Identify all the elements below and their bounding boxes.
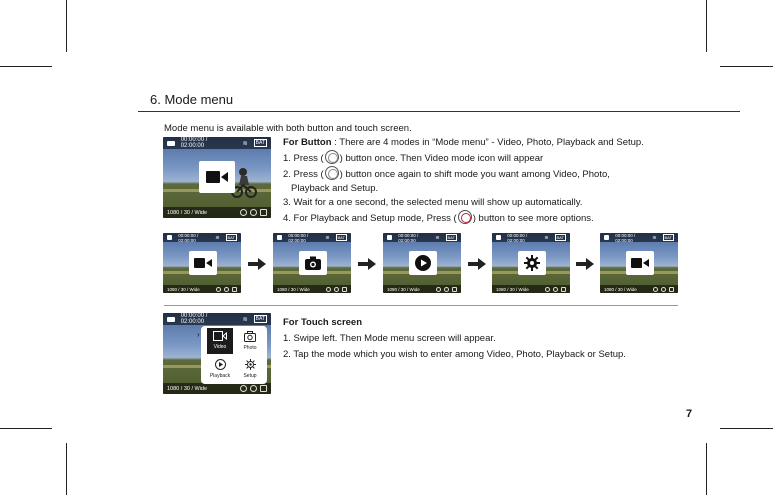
shutter-icon (653, 287, 658, 292)
divider (138, 111, 740, 112)
camera-screen-main (163, 137, 271, 218)
exposure-icon (250, 209, 257, 216)
mode-icon-box (299, 251, 327, 275)
exposure-icon (661, 287, 666, 292)
menu-playback-option[interactable] (207, 356, 233, 382)
screen-timer: 00:00:00 / 02:00:00 (180, 313, 208, 325)
resolution-label: 1080 / 30 / Wide (167, 286, 200, 292)
video-camera-icon (213, 331, 227, 341)
resolution-label: 1080 / 30 / Wide (387, 286, 420, 292)
gear-icon (524, 255, 540, 271)
battery-icon: BAT (447, 235, 455, 240)
mode-icon-box (518, 251, 546, 275)
button-heading-text: : There are 4 modes in “Mode menu” - Video, Photo, Playback and Setup. (331, 137, 644, 148)
touch-instructions (283, 316, 683, 362)
touch-step2: 2. Tap the mode which you wish to enter among Video, Photo, Playback or Setup. (283, 349, 626, 360)
shutter-icon (240, 385, 247, 392)
video-camera-icon (194, 257, 212, 269)
crop-mark (720, 66, 773, 67)
wifi-icon: ≋ (242, 316, 248, 323)
mode-icon-box (626, 251, 654, 275)
arrow-right-icon (248, 257, 266, 269)
screen-timer: 00:00:00 / 02:00:00 (398, 233, 419, 243)
frame-icon (232, 287, 237, 292)
screen-timer: 00:00:00 / 02:00:00 (288, 233, 309, 243)
wifi-icon: ≋ (435, 234, 440, 241)
shutter-icon (240, 209, 247, 216)
exposure-icon (444, 287, 449, 292)
battery-icon: BAT (255, 140, 265, 146)
video-status-icon (387, 235, 392, 240)
section-title: 6. Mode menu (150, 92, 234, 107)
menu-video-label: Video (213, 344, 227, 350)
arrow-right-icon (468, 257, 486, 269)
wifi-icon: ≋ (325, 234, 330, 241)
touch-heading: For Touch screen (283, 317, 363, 328)
frame-icon (342, 287, 347, 292)
step2-text-b: ) button once again to shift mode you want among Video, Photo, (339, 169, 610, 180)
crop-mark (0, 428, 52, 429)
video-status-icon (167, 235, 172, 240)
ok-button-icon (458, 210, 472, 224)
battery-icon: BAT (664, 235, 672, 240)
sequence-screen (163, 233, 241, 293)
mode-button-icon (325, 166, 339, 180)
crop-mark (720, 428, 773, 429)
sequence-screen (273, 233, 351, 293)
arrow-right-icon (576, 257, 594, 269)
video-camera-icon (631, 257, 649, 269)
battery-icon: BAT (556, 235, 564, 240)
touch-step1: 1. Swipe left. Then Mode menu screen will appear. (283, 333, 496, 344)
frame-icon (260, 209, 267, 216)
page-number: 7 (686, 408, 693, 420)
mode-icon-box (409, 251, 437, 275)
button-instructions (283, 136, 683, 226)
sequence-screen (600, 233, 678, 293)
video-status-icon (167, 317, 175, 322)
video-camera-icon (206, 170, 228, 184)
screen-timer: 00:00:00 / 02:00:00 (507, 233, 528, 243)
crop-mark (66, 0, 67, 52)
battery-icon: BAT (227, 235, 235, 240)
resolution-label: 1080 / 30 / Wide (604, 286, 637, 292)
play-icon (215, 359, 226, 370)
play-icon (415, 255, 431, 271)
touch-mode-menu (197, 326, 267, 384)
shutter-icon (545, 287, 550, 292)
resolution-label: 1080 / 30 / Wide (167, 209, 208, 216)
step1-text-b: ) button once. Then Video mode icon will appear (339, 153, 544, 164)
step4-text: 4. For Playback and Setup mode, Press ( (283, 213, 457, 224)
exposure-icon (553, 287, 558, 292)
frame-icon (561, 287, 566, 292)
wifi-icon: ≋ (215, 234, 220, 241)
camera-icon (244, 331, 256, 342)
screen-timer: 00:00:00 / 02:00:00 (178, 233, 199, 243)
gear-icon (245, 359, 256, 370)
crop-mark (0, 66, 52, 67)
menu-setup-option[interactable] (237, 356, 263, 382)
menu-video-option[interactable] (207, 328, 233, 354)
exposure-icon (250, 385, 257, 392)
intro-text: Mode menu is available with both button and touch screen. (164, 123, 412, 134)
frame-icon (452, 287, 457, 292)
step3-text: 3. Wait for a one second, the selected menu will show up automatically. (283, 197, 583, 208)
screen-timer: 00:00:00 / 02:00:00 (180, 137, 208, 149)
battery-icon: BAT (255, 316, 265, 322)
exposure-icon (334, 287, 339, 292)
menu-playback-label: Playback (209, 373, 231, 379)
mode-button-icon (325, 150, 339, 164)
frame-icon (669, 287, 674, 292)
divider (164, 305, 678, 306)
frame-icon (260, 385, 267, 392)
mode-icon-box (189, 251, 217, 275)
video-status-icon (496, 235, 501, 240)
video-status-icon (604, 235, 609, 240)
sequence-screen (492, 233, 570, 293)
video-status-icon (167, 141, 175, 146)
crop-mark (706, 443, 707, 495)
shutter-icon (216, 287, 221, 292)
sequence-screen (383, 233, 461, 293)
screen-timer: 00:00:00 / 02:00:00 (615, 233, 636, 243)
menu-photo-option[interactable] (237, 328, 263, 354)
mode-icon-box (199, 161, 235, 193)
shutter-icon (436, 287, 441, 292)
wifi-icon: ≋ (544, 234, 549, 241)
resolution-label: 1080 / 30 / Wide (277, 286, 310, 292)
step2-text: 2. Press ( (283, 169, 324, 180)
battery-icon: BAT (337, 235, 345, 240)
step1-text: 1. Press ( (283, 153, 324, 164)
menu-back-arrow[interactable]: › (197, 330, 200, 339)
camera-icon (305, 256, 321, 270)
menu-photo-label: Photo (243, 345, 257, 351)
button-heading: For Button (283, 137, 332, 148)
arrow-right-icon (358, 257, 376, 269)
shutter-icon (326, 287, 331, 292)
wifi-icon: ≋ (652, 234, 657, 241)
video-status-icon (277, 235, 282, 240)
camera-screen-touch (163, 313, 271, 394)
exposure-icon (224, 287, 229, 292)
crop-mark (66, 443, 67, 495)
resolution-label: 1080 / 30 / Wide (167, 385, 208, 392)
menu-setup-label: Setup (243, 373, 257, 379)
wifi-icon: ≋ (242, 140, 248, 147)
step4-text-b: ) button to see more options. (472, 213, 594, 224)
resolution-label: 1080 / 30 / Wide (496, 286, 529, 292)
step2-text-c: Playback and Setup. (291, 183, 379, 194)
crop-mark (706, 0, 707, 52)
